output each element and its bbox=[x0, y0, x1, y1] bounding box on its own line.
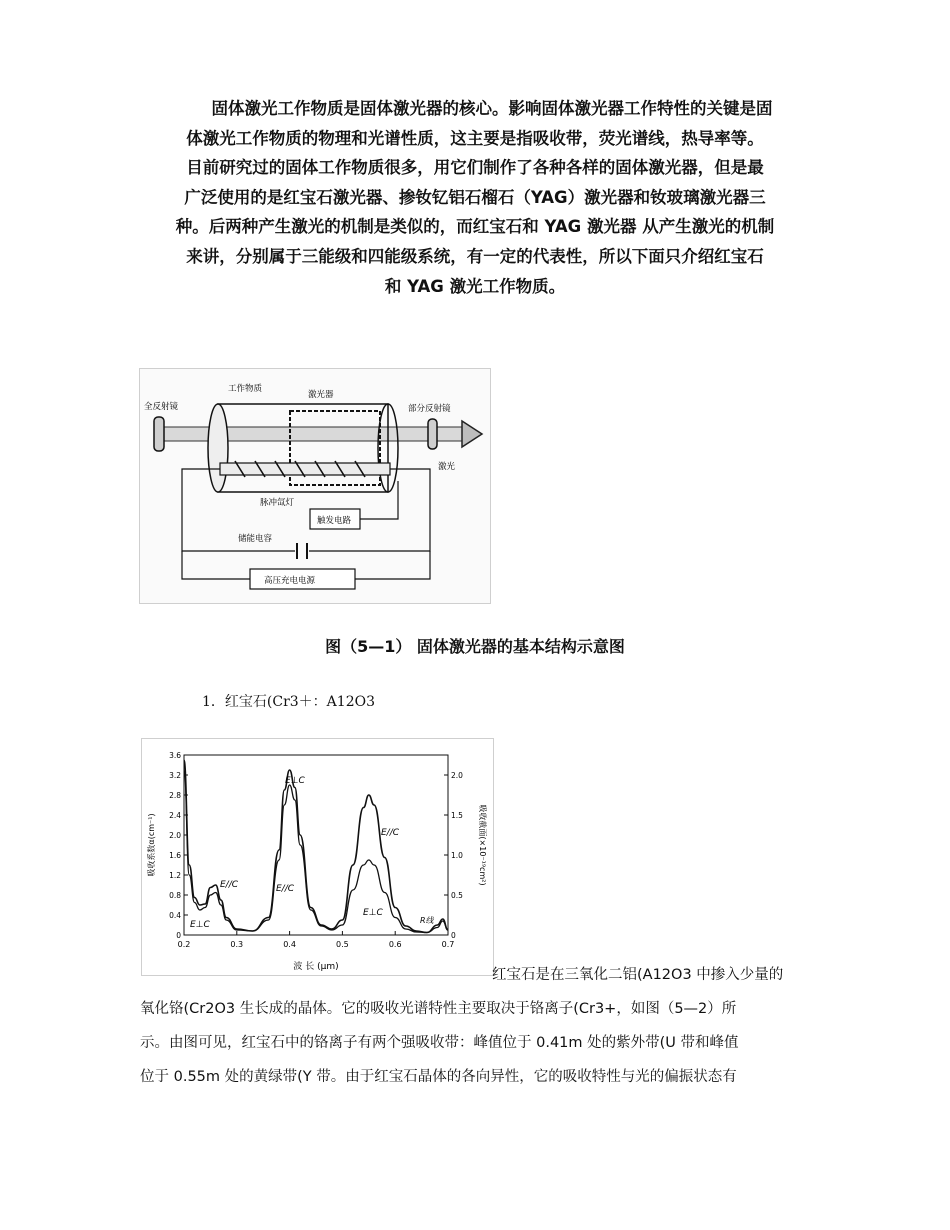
intro-paragraph bbox=[140, 94, 810, 301]
y-tick-label-right: 1.0 bbox=[451, 851, 463, 860]
label-laser-cavity: 激光器 bbox=[308, 390, 334, 400]
intro-line: 广泛使用的是红宝石激光器、掺钕钇铝石榴石（YAG）激光器和钕玻璃激光器三 bbox=[184, 187, 766, 207]
series-line-e-perp-c bbox=[184, 760, 448, 933]
x-tick-label: 0.6 bbox=[388, 940, 402, 949]
label-trigger: 触发电路 bbox=[317, 516, 352, 526]
label-laser-out: 激光 bbox=[438, 462, 456, 472]
y-tick-label: 1.6 bbox=[169, 851, 181, 860]
annotation-label: E//C bbox=[276, 884, 295, 894]
annotation-label: E//C bbox=[220, 880, 239, 890]
body-line: 示。由图可见，红宝石中的铬离子有两个强吸收带：峰值位于 0.41m 处的紫外带(U 带和峰值 bbox=[140, 1035, 739, 1051]
intro-line: 来讲，分别属于三能级和四能级系统，有一定的代表性，所以下面只介绍红宝石 bbox=[186, 246, 764, 266]
annotation-label: E//C bbox=[381, 828, 400, 838]
label-flash-lamp: 脉冲氙灯 bbox=[260, 498, 295, 508]
label-capacitor: 储能电容 bbox=[238, 534, 273, 544]
x-tick-label: 0.4 bbox=[283, 940, 296, 949]
y-axis-label-right: 吸收截面(×10⁻¹⁹cm²) bbox=[478, 804, 487, 886]
absorption-chart bbox=[142, 739, 493, 975]
cavity-body bbox=[218, 404, 388, 492]
label-full-mirror: 全反射镜 bbox=[144, 402, 179, 412]
label-hv-supply: 高压充电电源 bbox=[264, 576, 316, 586]
x-tick-label: 0.5 bbox=[336, 940, 349, 949]
annotation-label: E⊥C bbox=[285, 776, 305, 786]
x-tick-label: 0.2 bbox=[177, 940, 191, 949]
body-paragraph bbox=[140, 958, 812, 1094]
partial-mirror bbox=[428, 419, 437, 449]
annotation-label: R线 bbox=[420, 916, 434, 925]
y-tick-label: 0.8 bbox=[169, 891, 181, 900]
figure-caption: 图（5—1） 固体激光器的基本结构示意图 bbox=[325, 637, 625, 656]
y-tick-label: 2.4 bbox=[169, 811, 181, 820]
body-line: 位于 0.55m 处的黄绿带(Y 带。由于红宝石晶体的各向异性，它的吸收特性与光的偏振状态有 bbox=[140, 1069, 737, 1085]
y-tick-label: 2.0 bbox=[169, 831, 181, 840]
intro-line: 体激光工作物质的物理和光谱性质，这主要是指吸收带，荧光谱线，热导率等。 bbox=[186, 128, 764, 148]
beam-path bbox=[162, 427, 462, 441]
full-mirror bbox=[154, 417, 164, 451]
label-working-substance: 工作物质 bbox=[228, 384, 263, 394]
y-tick-label: 3.2 bbox=[169, 771, 181, 780]
intro-line: 种。后两种产生激光的机制是类似的，而红宝石和 YAG 激光器 从产生激光的机制 bbox=[175, 217, 775, 237]
section-title: 1．红宝石(Cr3＋：A12O3 bbox=[202, 694, 375, 710]
y-tick-label: 3.6 bbox=[169, 751, 181, 760]
intro-line: 固体激光工作物质是固体激光器的核心。影响固体激光器工作特性的关键是固 bbox=[211, 99, 773, 118]
x-tick-label: 0.7 bbox=[441, 940, 455, 949]
y-tick-label: 2.8 bbox=[169, 791, 181, 800]
y-tick-label: 0.4 bbox=[169, 911, 181, 920]
y-axis-label: 吸收系数α(cm⁻¹) bbox=[147, 813, 156, 877]
laser-arrow-icon bbox=[462, 421, 482, 447]
laser-structure-diagram bbox=[140, 369, 490, 603]
y-tick-label: 1.2 bbox=[169, 871, 181, 880]
annotation-label: E⊥C bbox=[363, 908, 383, 918]
body-line-text: 红宝石是在三氧化二铝(A12O3 中掺入少量的 bbox=[492, 967, 784, 983]
y-tick-label-right: 0.5 bbox=[451, 891, 463, 900]
y-tick-label-right: 1.5 bbox=[451, 811, 463, 820]
y-tick-label: 0 bbox=[176, 931, 181, 940]
x-axis-label: 波 长 (μm) bbox=[293, 962, 339, 972]
y-tick-label-right: 0 bbox=[451, 931, 456, 940]
x-tick-label: 0.3 bbox=[230, 940, 244, 949]
body-line: 氧化铬(Cr2O3 生长成的晶体。它的吸收光谱特性主要取决于铬离子(Cr3+，如图（5—2）所 bbox=[140, 1001, 737, 1017]
label-partial-mirror: 部分反射镜 bbox=[408, 404, 451, 414]
figure-laser-structure bbox=[139, 368, 491, 604]
intro-line: 和 YAG 激光工作物质。 bbox=[384, 276, 566, 296]
flash-lamp bbox=[220, 463, 390, 475]
body-line bbox=[140, 958, 812, 992]
intro-line: 目前研究过的固体工作物质很多，用它们制作了各种各样的固体激光器，但是最 bbox=[186, 158, 764, 178]
y-tick-label-right: 2.0 bbox=[451, 771, 463, 780]
annotation-label: E⊥C bbox=[190, 920, 210, 930]
figure-absorption-chart bbox=[141, 738, 494, 976]
